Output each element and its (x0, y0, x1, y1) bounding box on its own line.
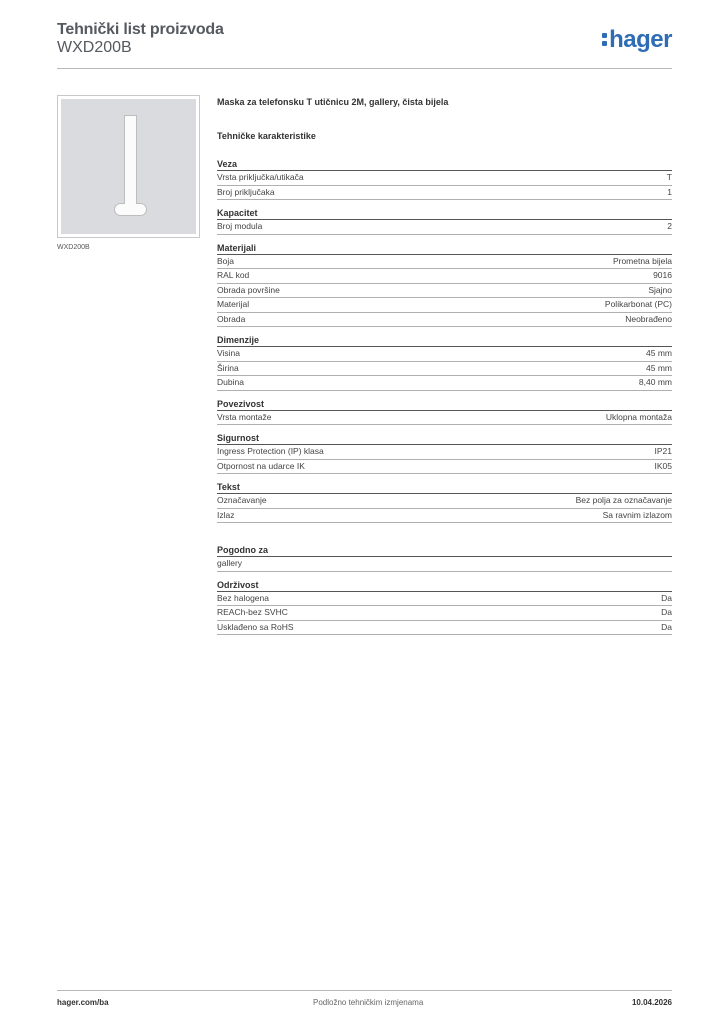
section-title: Pogodno za (217, 544, 672, 557)
spec-value: 45 mm (646, 362, 672, 373)
spec-row (217, 509, 672, 524)
spec-row (217, 269, 672, 284)
spec-value: IK05 (654, 460, 672, 471)
spec-section (217, 432, 672, 474)
spec-value: Prometna bijela (612, 255, 672, 266)
t-socket-slot-vertical (124, 115, 137, 211)
spec-row (217, 313, 672, 328)
spec-label: Visina (217, 348, 240, 358)
spec-value: IP21 (654, 446, 672, 456)
spec-section (217, 481, 672, 523)
spec-label: Broj modula (217, 221, 263, 231)
spec-label: Otpornost na udarce IK (217, 460, 305, 471)
spec-value: Neobrađeno (625, 313, 672, 324)
section-title: Materijali (217, 242, 672, 255)
section-title: Održivost (217, 579, 672, 592)
spec-row (217, 298, 672, 313)
spec-label: RAL kod (217, 270, 250, 280)
spec-value: Da (661, 592, 672, 603)
spec-row (217, 557, 672, 572)
spec-section (217, 207, 672, 235)
spec-label: Ingress Protection (IP) klasa (217, 446, 324, 456)
footer-divider (57, 990, 672, 991)
spec-row (217, 460, 672, 475)
spec-value: Sjajno (648, 284, 672, 295)
hager-logo[interactable] (602, 26, 672, 56)
spec-section (217, 579, 672, 636)
spec-value: Da (661, 607, 672, 617)
spec-label: Izlaz (217, 509, 235, 520)
logo-text: hager (609, 26, 672, 53)
spec-section (217, 158, 672, 200)
spec-section (217, 242, 672, 328)
image-caption: WXD200B (57, 244, 90, 251)
footer-website-link[interactable]: hager.com/ba (57, 998, 109, 1007)
spec-row (217, 376, 672, 391)
spec-row (217, 621, 672, 636)
header (57, 20, 672, 70)
footer-notice: Podložno tehničkim izmjenama (313, 998, 424, 1007)
spec-value: Polikarbonat (PC) (604, 299, 672, 309)
spec-value: 9016 (653, 270, 672, 280)
spec-value: Sa ravnim izlazom (602, 509, 672, 520)
section-title: Veza (217, 158, 672, 171)
spec-label: Broj priključaka (217, 186, 275, 197)
spec-section (217, 544, 672, 572)
tech-characteristics-title: Tehničke karakteristike (217, 131, 316, 141)
spec-row (217, 494, 672, 509)
page-title: Tehnički list proizvoda (57, 21, 224, 38)
spec-value: 8,40 mm (638, 377, 672, 387)
spec-row (217, 445, 672, 460)
spec-sections (217, 158, 672, 635)
section-title: Kapacitet (217, 207, 672, 220)
spec-label: Bez halogena (217, 592, 269, 603)
section-title: Dimenzije (217, 334, 672, 347)
spec-value: Da (661, 621, 672, 632)
spec-label: Dubina (217, 377, 244, 387)
spec-row (217, 186, 672, 201)
spec-label: gallery (217, 558, 243, 568)
spec-row (217, 411, 672, 426)
product-code: WXD200B (57, 39, 132, 56)
spec-label: Materijal (217, 299, 250, 309)
spec-label: Vrsta priključka/utikača (217, 172, 304, 182)
logo-colon-icon (602, 31, 607, 46)
spec-section (217, 398, 672, 426)
spec-label: Obrada površine (217, 284, 280, 295)
section-title: Povezivost (217, 398, 672, 411)
spec-row (217, 592, 672, 607)
product-image-frame (57, 95, 200, 238)
spec-label: Usklađeno sa RoHS (217, 621, 294, 632)
spec-value: Uklopna montaža (605, 411, 672, 422)
spec-row (217, 220, 672, 235)
spec-value: 1 (667, 186, 672, 197)
spec-row (217, 284, 672, 299)
section-title: Sigurnost (217, 432, 672, 445)
product-image (61, 99, 196, 234)
spec-label: Vrsta montaže (217, 411, 272, 422)
section-title: Tekst (217, 481, 672, 494)
spec-row (217, 255, 672, 270)
header-divider (57, 68, 672, 69)
spec-row (217, 606, 672, 621)
footer-date: 10.04.2026 (631, 998, 672, 1007)
spec-row (217, 347, 672, 362)
spec-value: 2 (667, 221, 672, 231)
spec-value: T (666, 172, 672, 182)
spec-value: 45 mm (646, 348, 672, 358)
spec-label: REACh-bez SVHC (217, 607, 288, 617)
spec-label: Obrada (217, 313, 246, 324)
spec-row (217, 171, 672, 186)
spec-section (217, 334, 672, 391)
spec-value: Bez polja za označavanje (575, 495, 672, 505)
spec-label: Širina (217, 362, 239, 373)
product-description: Maska za telefonsku T utičnicu 2M, gallery, čista bijela (217, 97, 449, 107)
spec-content (217, 96, 672, 635)
spec-label: Boja (217, 255, 235, 266)
spec-row (217, 362, 672, 377)
spec-label: Označavanje (217, 495, 267, 505)
